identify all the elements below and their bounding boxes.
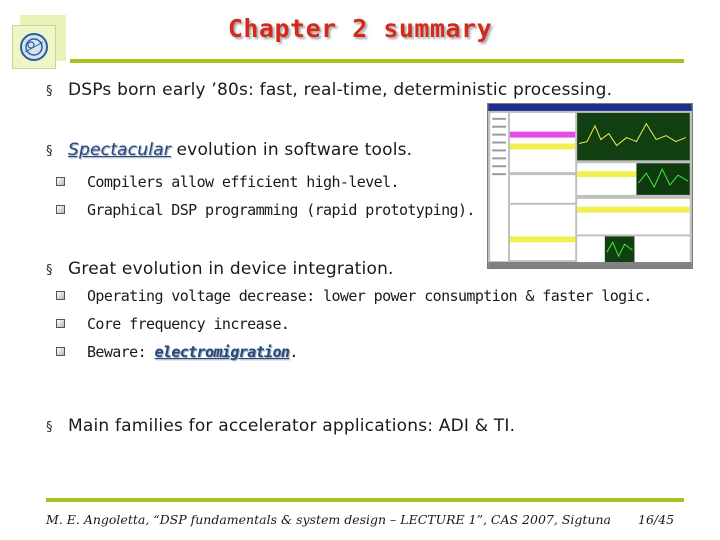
section-sign-icon: § (46, 263, 53, 278)
square-bullet-icon (56, 347, 65, 356)
subbullet-2-2-text: Graphical DSP programming (rapid prototyping). (87, 201, 475, 219)
dsp-tools-screenshot (487, 103, 693, 269)
subbullet-2-1 (56, 173, 399, 191)
footer-rule (46, 498, 684, 502)
subbullet-3-2-text: Core frequency increase. (87, 315, 290, 333)
subbullet-3-3-prefix: Beware: (87, 343, 155, 361)
bullet-4-text: Main families for accelerator applications: ADI & TI. (68, 416, 516, 436)
section-sign-icon: § (46, 420, 53, 435)
bullet-3-text: Great evolution in device integration. (68, 259, 394, 279)
subbullet-2-2 (56, 201, 475, 219)
subbullet-2-1-text: Compilers allow efficient high-level. (87, 173, 399, 191)
bullet-3 (46, 259, 394, 279)
bullet-1 (46, 80, 612, 100)
section-sign-icon: § (46, 144, 53, 159)
title-rule (70, 59, 684, 63)
subbullet-3-1-text: Operating voltage decrease: lower power consumption & faster logic. (87, 287, 652, 305)
subbullet-3-3-emphasis: electromigration (154, 343, 290, 361)
bullet-2-text: evolution in software tools. (170, 140, 413, 160)
subbullet-3-1 (56, 287, 652, 305)
subbullet-3-3-suffix: . (289, 343, 298, 361)
square-bullet-icon (56, 177, 65, 186)
square-bullet-icon (56, 319, 65, 328)
slide-title: Chapter 2 summary (227, 14, 493, 43)
subbullet-3-3 (56, 343, 298, 361)
bullet-4 (46, 416, 515, 436)
bullet-2-emphasis: Spectacular (68, 140, 171, 160)
subbullet-3-2 (56, 315, 289, 333)
square-bullet-icon (56, 205, 65, 214)
section-sign-icon: § (46, 84, 53, 99)
footer-citation: M. E. Angoletta, “DSP fundamentals & system design – LECTURE 1”, CAS 2007, Sigtuna (46, 512, 611, 527)
page-number: 16/45 (638, 512, 675, 527)
bullet-2 (46, 140, 412, 160)
square-bullet-icon (56, 291, 65, 300)
bullet-1-text: DSPs born early ’80s: fast, real-time, deterministic processing. (68, 80, 613, 100)
